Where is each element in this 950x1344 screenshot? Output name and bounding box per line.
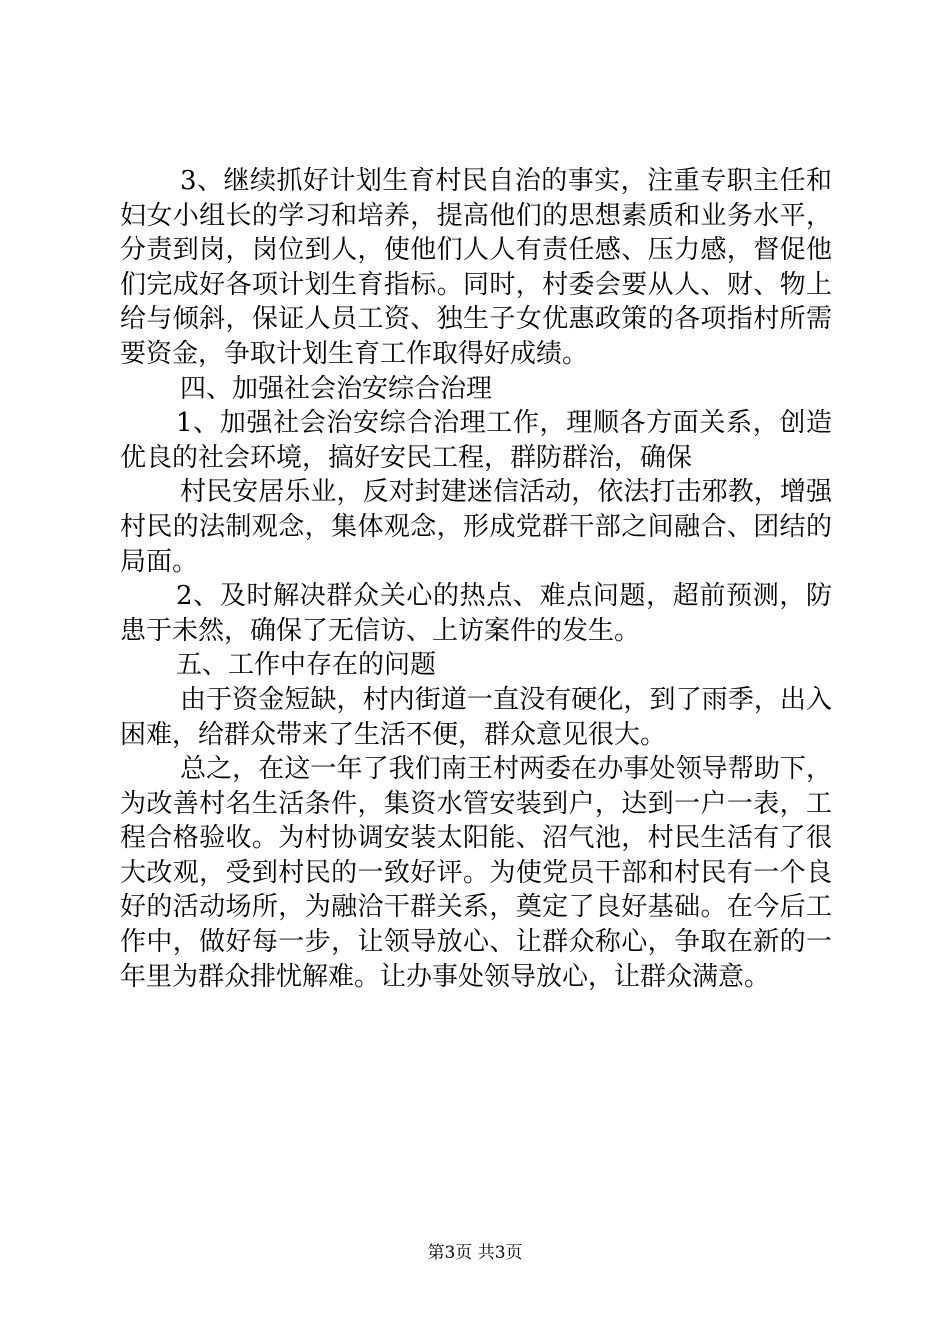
paragraph-hot-issues: 2、及时解决群众关心的热点、难点问题，超前预测，防患于未然，确保了无信访、上访案件的发生。 <box>120 581 832 646</box>
section-heading-public-security: 四、加强社会治安综合治理 <box>180 373 493 404</box>
section-heading-problems: 五、工作中存在的问题 <box>176 650 437 681</box>
paragraph-funding-shortage: 由于资金短缺，村内街道一直没有硬化，到了雨季，出入困难，给群众带来了生活不便，群众意见很大。 <box>120 684 832 750</box>
paragraph-villager-stability: 村民安居乐业，反对封建迷信活动，依法打击邪教，增强村民的法制观念，集体观念，形成党群干部之间融合、团结的局面。 <box>120 477 832 577</box>
document-body <box>120 164 832 994</box>
paragraph-security-governance: 1、加强社会治安综合治理工作，理顺各方面关系，创造优良的社会环境，搞好安民工程，群防群治，确保 <box>120 408 832 473</box>
paragraph-summary: 总之，在这一年了我们南王村两委在办事处领导帮助下，为改善村名生活条件，集资水管安装到户，达到一户一表，工程合格验收。为村协调安装太阳能、沼气池，村民生活有了很大改观，受到村民的一致好评。为使党员干部和村民有一个良好的活动场所，为融洽干群关系，奠定了良好基础。在今后工作中，做好每一步，让领导放心、让群众称心，争取在新的一年里为群众排忧解难。让办事处领导放心，让群众满意。 <box>120 754 832 992</box>
paragraph-family-planning: 3、继续抓好计划生育村民自治的事实，注重专职主任和妇女小组长的学习和培养，提高他们的思想素质和业务水平，分责到岗，岗位到人，使他们人人有责任感、压力感，督促他们完成好各项计划生育指标。同时，村委会要从人、财、物上给与倾斜，保证人员工资、独生子女优惠政策的各项指村所需要资金，争取计划生育工作取得好成绩。 <box>120 166 832 369</box>
page-footer: 第3页 共3页 <box>427 1243 523 1263</box>
